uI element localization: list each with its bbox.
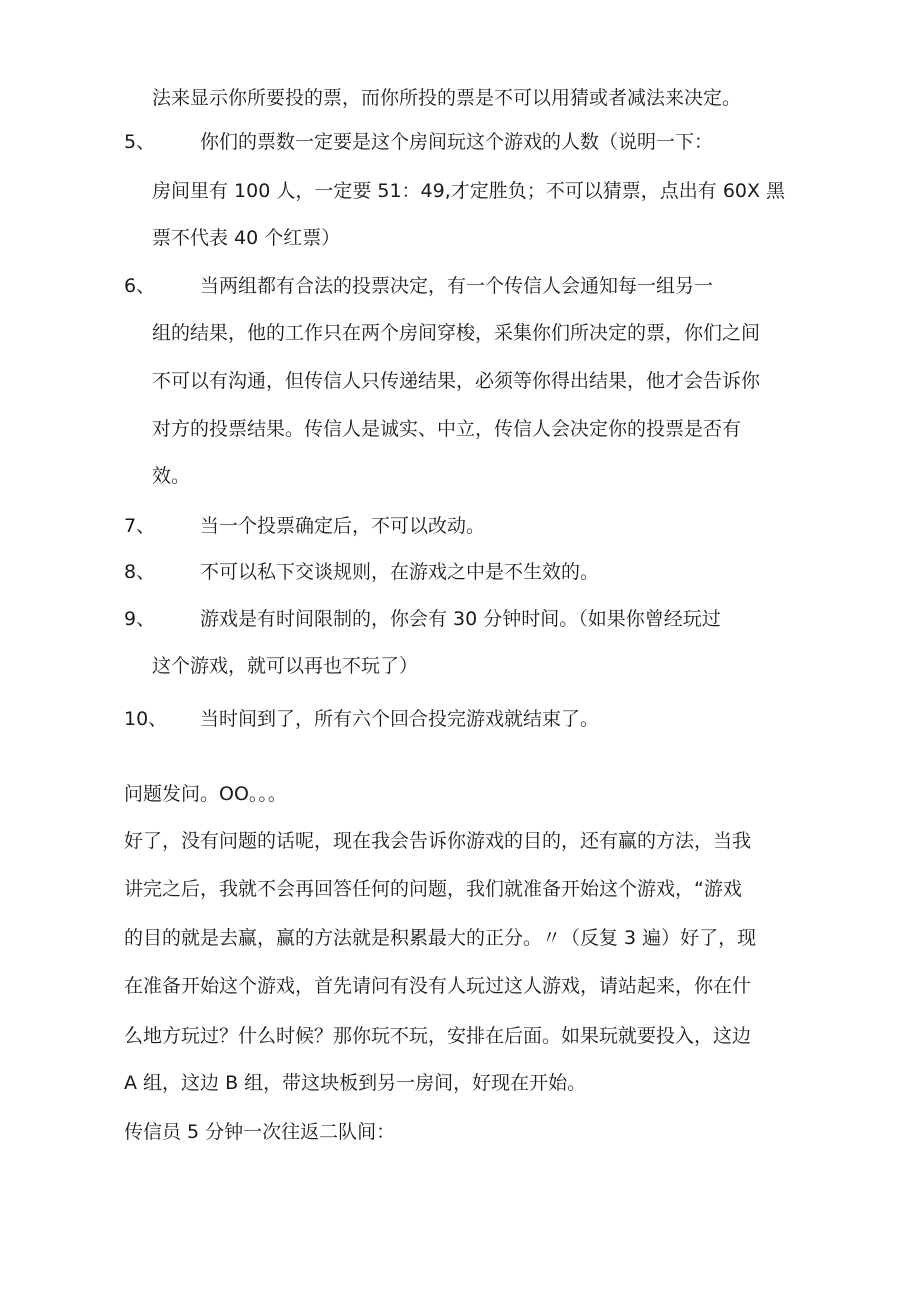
rule-number: 8、 <box>124 561 156 583</box>
paragraph-line: 的目的就是去赢，赢的方法就是积累最大的正分。〃（反复 3 遍）好了，现 <box>124 927 757 949</box>
rule-text: 不可以有沟通，但传信人只传递结果，必须等你得出结果，他才会告诉你 <box>152 370 761 392</box>
paragraph-line: A 组，这边 B 组，带这块板到另一房间，好现在开始。 <box>124 1072 587 1094</box>
messenger-line: 传信员 5 分钟一次往返二队间： <box>124 1121 396 1143</box>
rule-text: 当一个投票确定后，不可以改动。 <box>200 515 486 537</box>
rule-text: 这个游戏，就可以再也不玩了） <box>152 655 419 677</box>
rule-text: 效。 <box>152 465 191 487</box>
rule-text: 对方的投票结果。传信人是诚实、中立，传信人会决定你的投票是否有 <box>152 418 742 440</box>
rule-number: 9、 <box>124 608 156 630</box>
rule-number: 7、 <box>124 515 156 537</box>
rule-text: 组的结果，他的工作只在两个房间穿梭，采集你们所决定的票，你们之间 <box>152 322 761 344</box>
paragraph-line: 好了，没有问题的话呢，现在我会告诉你游戏的目的，还有赢的方法，当我 <box>124 830 752 852</box>
rule-number: 10、 <box>124 708 168 730</box>
rule-number: 5、 <box>124 131 156 153</box>
rule-text: 票不代表 40 个红票） <box>152 227 341 249</box>
rule-text: 游戏是有时间限制的，你会有 30 分钟时间。（如果你曾经玩过 <box>200 608 721 630</box>
rule-text: 你们的票数一定要是这个房间玩这个游戏的人数（说明一下： <box>200 131 714 153</box>
rule-text: 不可以私下交谈规则，在游戏之中是不生效的。 <box>200 561 600 583</box>
rule-number: 6、 <box>124 275 156 297</box>
paragraph-line: 讲完之后，我就不会再回答任何的问题，我们就准备开始这个游戏，“游戏 <box>124 878 742 900</box>
paragraph-line: 么地方玩过？什么时候？那你玩不玩，安排在后面。如果玩就要投入，这边 <box>124 1025 752 1047</box>
rule-text: 房间里有 100 人，一定要 51：49,才定胜负；不可以猜票，点出有 60X 黑 <box>152 180 786 202</box>
paragraph-line: 在准备开始这个游戏，首先请问有没有人玩过这人游戏，请站起来，你在什 <box>124 975 752 997</box>
questions-line: 问题发问。OO。。。 <box>124 783 287 805</box>
rule-text: 当两组都有合法的投票决定，有一个传信人会通知每一组另一 <box>200 275 714 297</box>
rule-text: 当时间到了，所有六个回合投完游戏就结束了。 <box>200 708 600 730</box>
continuation-line: 法来显示你所要投的票，而你所投的票是不可以用猜或者减法来决定。 <box>152 87 742 109</box>
